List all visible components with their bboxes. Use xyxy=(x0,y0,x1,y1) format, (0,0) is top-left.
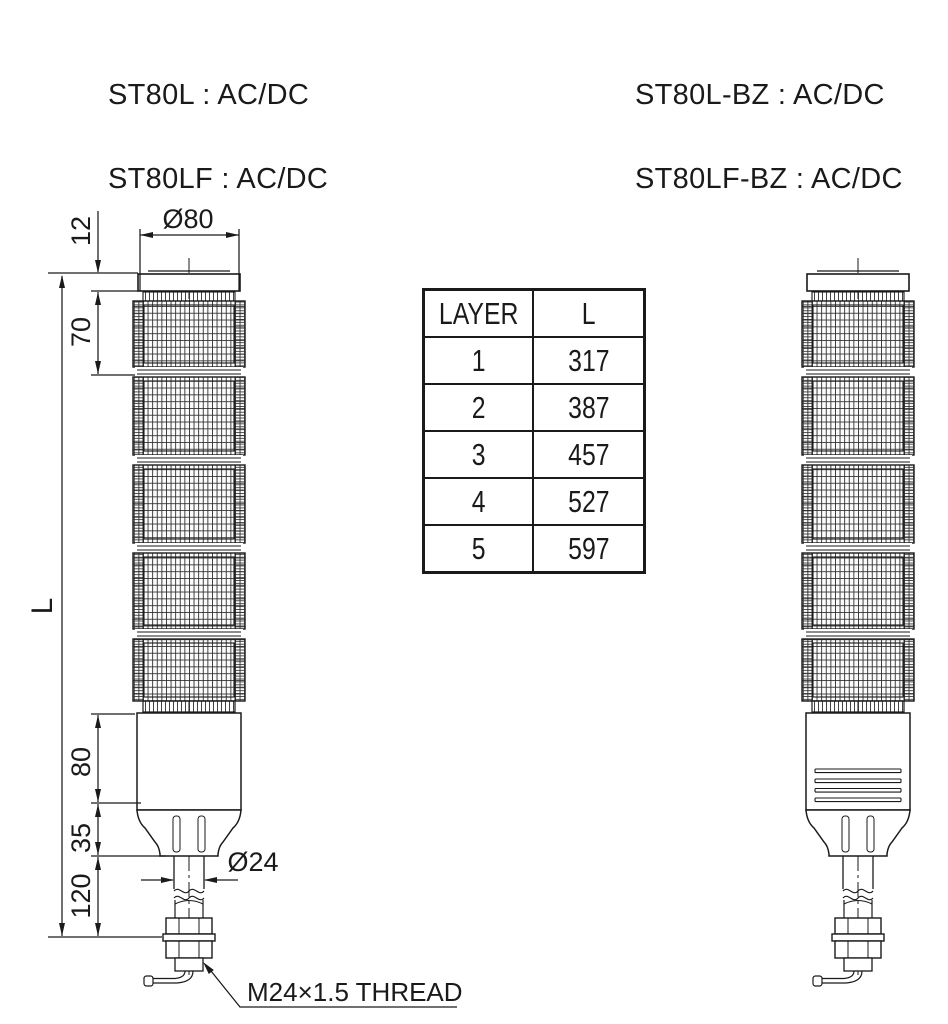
layer-length-table xyxy=(422,288,646,574)
dim-body-height: 80 xyxy=(66,746,96,778)
layer-cell: 3 xyxy=(471,436,486,472)
thread-spec-label: M24×1.5 THREAD xyxy=(247,977,463,1007)
layer-cell: 1 xyxy=(471,342,486,378)
table-header-row xyxy=(425,291,643,336)
table-header-length: L xyxy=(532,291,643,336)
length-cell: 317 xyxy=(532,338,643,383)
length-cell: 527 xyxy=(532,479,643,524)
dim-cap-height: 12 xyxy=(66,215,96,247)
dim-taper-height: 35 xyxy=(66,822,96,854)
dim-mount-height: 120 xyxy=(66,873,96,919)
layer-cell: 4 xyxy=(471,483,486,519)
dimension-lines xyxy=(48,211,457,1007)
tower-right-st80l-bz xyxy=(802,258,914,986)
model-name: ST80L : AC/DC xyxy=(108,79,310,111)
table-row xyxy=(425,524,643,571)
length-cell: 597 xyxy=(532,526,643,571)
dim-top-diameter: Ø80 xyxy=(162,204,214,234)
dim-overall-length: L xyxy=(26,597,59,615)
model-name: ST80L-BZ : AC/DC xyxy=(635,79,885,111)
table-row xyxy=(425,477,643,524)
length-cell: 457 xyxy=(532,432,643,477)
model-name: ST80LF-BZ : AC/DC xyxy=(635,163,903,195)
dim-pole-diameter: Ø24 xyxy=(227,847,279,877)
dim-lens-height: 70 xyxy=(66,316,96,348)
length-cell: 387 xyxy=(532,385,643,430)
layer-cell: 2 xyxy=(471,389,486,425)
table-header-layer: LAYER xyxy=(438,295,519,331)
table-row xyxy=(425,383,643,430)
layer-cell: 5 xyxy=(471,530,486,566)
table-row xyxy=(425,336,643,383)
model-name: ST80LF : AC/DC xyxy=(108,163,329,195)
table-row xyxy=(425,430,643,477)
